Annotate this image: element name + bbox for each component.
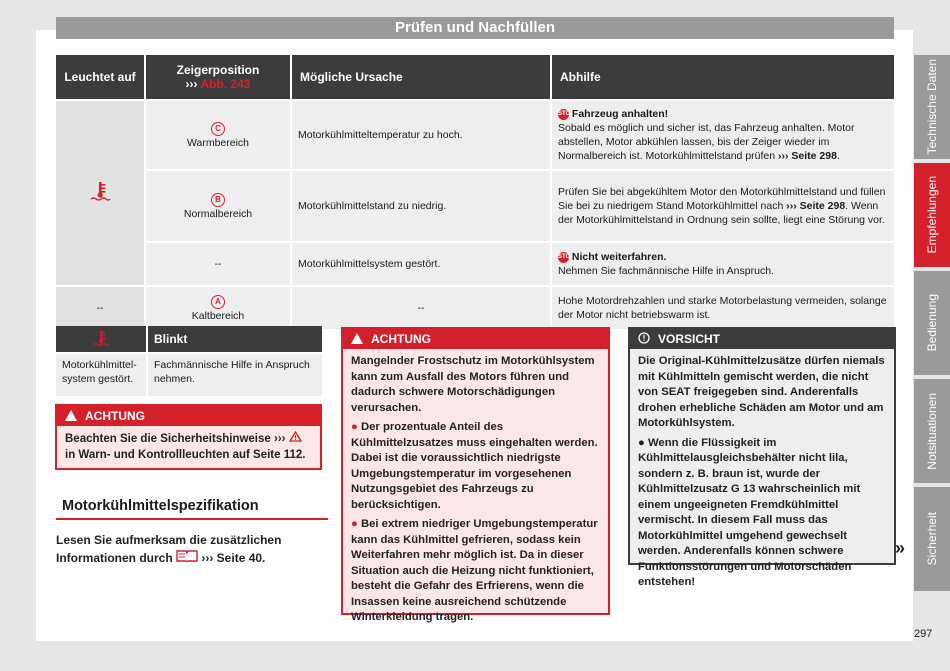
blink-header: Blinkt	[147, 326, 322, 353]
tab-empfehlungen[interactable]: Empfehlungen	[914, 163, 950, 267]
warning-header	[57, 406, 320, 426]
remedy-cell: Hohe Motordrehzahlen und starke Motorbelastung vermeiden, solange der Motor nicht betriebswarm ist.	[551, 286, 894, 329]
page-link[interactable]: ››› Seite 298	[778, 150, 837, 162]
tab-technische-daten[interactable]: Technische Daten	[914, 55, 950, 159]
page-link[interactable]: ››› Seite 298	[786, 200, 846, 212]
warning-box-large	[341, 327, 610, 623]
warning-title: ACHTUNG	[371, 332, 431, 346]
warning-triangle-icon	[65, 410, 77, 421]
blink-cause: Motorkühlmittelsystem gestört.	[56, 353, 147, 396]
figure-link[interactable]: Abb. 243	[200, 77, 251, 91]
pointer-cell	[145, 286, 291, 329]
warning-header	[343, 329, 608, 349]
page-number: 297	[914, 628, 933, 640]
caution-box	[628, 327, 896, 588]
cause-cell: --	[291, 286, 551, 329]
pointer-label: Kaltbereich	[191, 309, 245, 322]
warning-title: ACHTUNG	[85, 409, 145, 423]
blink-table	[56, 326, 322, 396]
page-title: Prüfen und Nachfüllen	[56, 17, 894, 39]
pointer-cell	[145, 170, 291, 242]
pointer-letter-a: A	[211, 295, 225, 309]
caution-intro: Die Original-Kühlmittelzusätze dürfen niemals mit Kühlmitteln gemischt werden, die nicht von SEAT freigegeben sind. Anderenfalls drohen erhebliche Schäden am Motor und am Motorkühlsystem.	[638, 355, 885, 429]
coolant-temperature-icon	[89, 180, 111, 202]
warning-box-small	[55, 404, 322, 470]
remedy-cell	[551, 170, 894, 242]
header-pointer	[145, 55, 291, 100]
cause-cell: Motorkühlmittelsystem gestört.	[291, 242, 551, 286]
pointer-cell	[145, 100, 291, 170]
blink-header-row	[56, 326, 322, 353]
table-header-row	[56, 55, 894, 100]
tab-sicherheit[interactable]: Sicherheit	[914, 487, 950, 591]
warning-body	[57, 426, 320, 468]
pointer-label: Normalbereich	[183, 207, 253, 220]
pointer-label: Warmbereich	[186, 136, 250, 149]
caution-title: VORSICHT	[658, 332, 721, 346]
table-row	[56, 170, 894, 242]
table-row	[56, 286, 894, 329]
pointer-letter-b: B	[211, 193, 225, 207]
warning-bullet: ● Der prozentuale Anteil des Kühlmittelzusatzes muss eingehalten werden. Dabei ist die voraussichtlich niedrigste Umgebungstemperatur im vorgesehenen Nutzungsgebiet des Fahrzeugs zu berücksichtigen.	[351, 421, 598, 511]
caution-body	[630, 349, 894, 600]
blink-remedy: Fachmännische Hilfe in Anspruch nehmen.	[147, 353, 322, 396]
cause-cell: Motorkühlmittelstand zu niedrig.	[291, 170, 551, 242]
link-arrow: ›››	[185, 77, 198, 91]
caution-bullet: ● Wenn die Flüssigkeit im Kühlmittelausgleichsbehälter nicht lila, sondern z. B. braun ist, wurde der Kühlmittelzusatz G 13 wahrscheinlich mit einem ungeeigneten Fremdkühlmittel vermischt. In diesem Fall muss das Motorkühlmittel umgehend gewechselt werden. Anderenfalls können schwere Funktionsstörungen und Motorschäden entstehen!	[638, 436, 861, 588]
continue-arrow-icon: »	[895, 538, 906, 558]
table-row	[56, 242, 894, 286]
remedy-text: Prüfen Sie bei abgekühltem Motor den Motorkühlmittelstand und füllen Sie bei zu niedrigem Stand Motorkühlmittel nach	[558, 186, 886, 212]
tab-bedienung[interactable]: Bedienung	[914, 271, 950, 375]
pointer-letter-c: C	[211, 122, 225, 136]
warning-triangle-icon	[351, 333, 363, 344]
info-circle-icon	[638, 332, 650, 344]
header-lit: Leuchtet auf	[56, 55, 145, 100]
remedy-cell	[551, 242, 894, 286]
stop-icon: STOP	[558, 109, 569, 120]
warning-bullet: ● Bei extrem niedriger Umgebungstemperatur kann das Kühlmittel gefrieren, sodass kein Weiterfahren mehr möglich ist. Da in dieser Situation auch die Heizung nicht funktioniert, besteht die Gefahr des Erfrierens, wenn die Insassen keine ausreichend schützende Winterkleidung tragen.	[351, 518, 598, 623]
section-body: Lesen Sie aufmerksam die zusätzlichen Informationen durch	[56, 533, 282, 565]
remedy-title: Fahrzeug anhalten!	[571, 108, 669, 120]
lit-cell: --	[56, 286, 145, 329]
header-pointer-label: Zeigerposition	[176, 63, 260, 77]
section-text	[56, 532, 322, 567]
table-row	[56, 353, 322, 396]
table-row	[56, 100, 894, 170]
coolant-temperature-icon	[92, 329, 110, 347]
book-icon	[176, 549, 198, 562]
warning-text: Beachten Sie die Sicherheitshinweise ›››	[65, 433, 286, 445]
warning-body	[343, 349, 608, 635]
stop-icon: STOP	[558, 252, 569, 263]
section-link[interactable]: ››› Seite 40.	[201, 551, 266, 565]
remedy-title: Nicht weiterfahren.	[571, 251, 667, 263]
blink-icon-header	[56, 326, 147, 353]
coolant-warning-icon-cell	[56, 100, 145, 286]
remedy-cell	[551, 100, 894, 170]
header-cause: Mögliche Ursache	[291, 55, 551, 100]
header-remedy: Abhilfe	[551, 55, 894, 100]
indicator-table	[56, 55, 894, 329]
remedy-end: .	[836, 150, 840, 162]
remedy-text: Nehmen Sie fachmännische Hilfe in Anspruch.	[558, 265, 774, 277]
remedy-text: . Wenn der Motorkühlmittelstand in Ordnung sein sollte, liegt eine Störung vor.	[558, 200, 885, 226]
warning-triangle-icon	[289, 431, 302, 442]
caution-header	[630, 329, 894, 349]
section-heading: Motorkühlmittelspezifikation	[56, 498, 328, 520]
tab-notsituationen[interactable]: Notsituationen	[914, 379, 950, 483]
warning-intro: Mangelnder Frostschutz im Motorkühlsystem kann zum Ausfall des Motors führen und dadurch schwere Motorschädigungen verursachen.	[351, 355, 595, 414]
warning-link[interactable]: in Warn- und Kontrollleuchten auf Seite 112.	[65, 448, 306, 461]
remedy-text: Sobald es möglich und sicher ist, das Fahrzeug anhalten. Motor abstellen, Motor abkühlen lassen, bis der Zeiger wieder im Normalbereich ist. Motorkühlmittelstand prüfen	[558, 122, 855, 162]
pointer-cell: --	[145, 242, 291, 286]
cause-cell: Motorkühlmitteltemperatur zu hoch.	[291, 100, 551, 170]
